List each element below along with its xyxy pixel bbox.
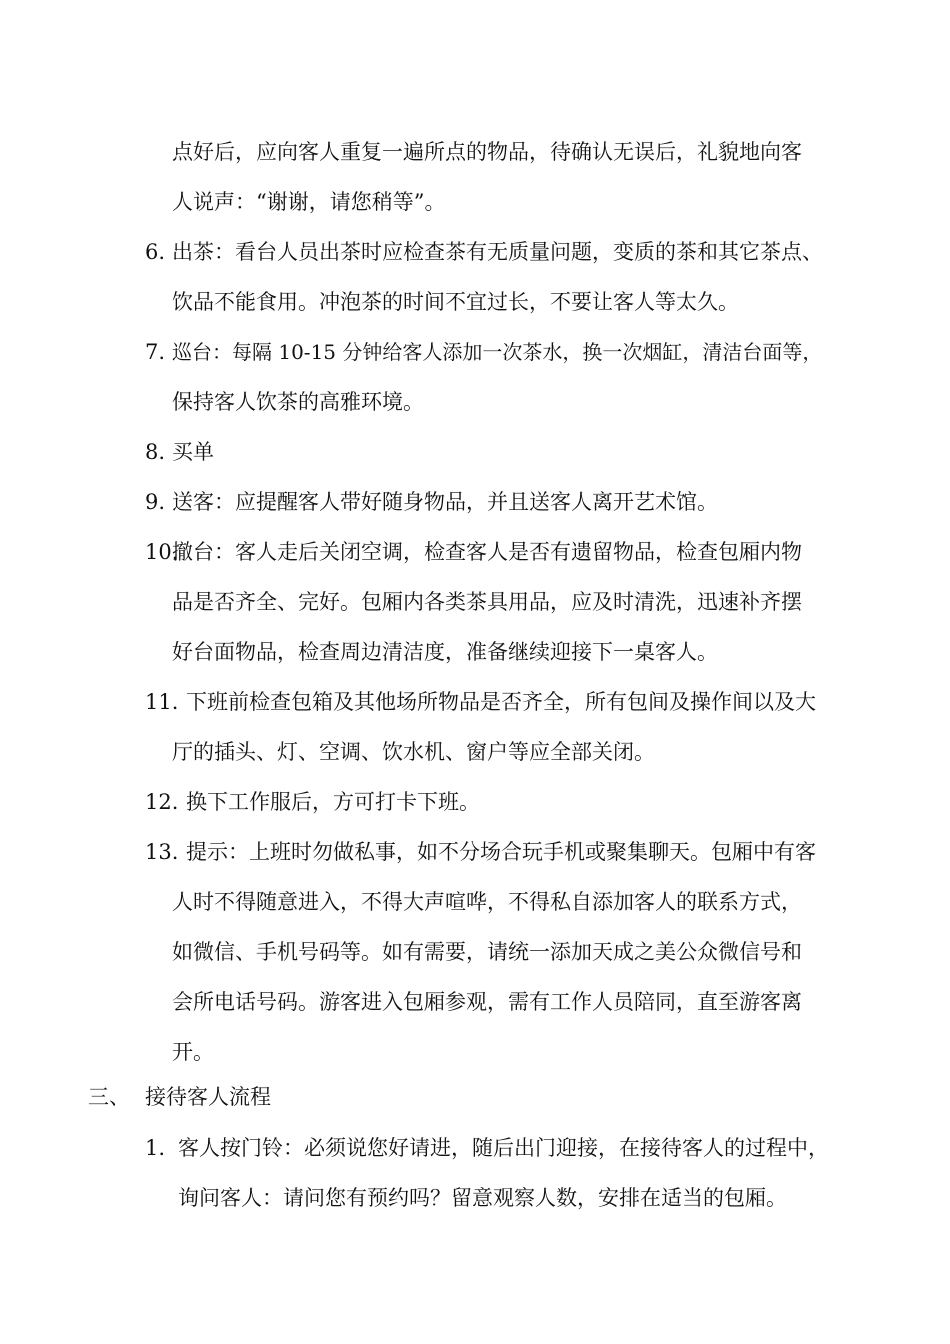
text-line: 送客：应提醒客人带好随身物品，并且送客人离开艺术馆。 [172,490,718,514]
text-line: 撤台：客人走后关闭空调，检查客人是否有遗留物品，检查包厢内物 [172,540,802,564]
item-number: 1. [145,1136,166,1160]
item-number: 8. [145,440,166,464]
item-number: 11. [145,690,179,714]
text-line: 人时不得随意进入，不得大声喧哗，不得私自添加客人的联系方式， [172,890,802,914]
item-number: 10. [145,540,179,564]
text-line: 巡台：每隔 10-15 分钟给客人添加一次茶水，换一次烟缸，清洁台面等， [172,340,823,364]
text-line: 换下工作服后，方可打卡下班。 [186,790,480,814]
text-line: 提示：上班时勿做私事，如不分场合玩手机或聚集聊天。包厢中有客 [186,840,816,864]
text-line: 人说声：“谢谢，请您稍等”。 [172,190,446,214]
text-line: 询问客人：请问您有预约吗？留意观察人数，安排在适当的包厢。 [178,1186,787,1210]
text-line: 饮品不能食用。冲泡茶的时间不宜过长，不要让客人等太久。 [172,290,739,314]
text-line: 出茶：看台人员出茶时应检查茶有无质量问题，变质的茶和其它茶点、 [172,240,823,264]
text-line: 开。 [172,1040,214,1064]
text-line: 会所电话号码。游客进入包厢参观，需有工作人员陪同，直至游客离 [172,990,802,1014]
text-line: 厅的插头、灯、空调、饮水机、窗户等应全部关闭。 [172,740,655,764]
item-number: 13. [145,840,179,864]
item-number: 12. [145,790,179,814]
text-line: 好台面物品，检查周边清洁度，准备继续迎接下一桌客人。 [172,640,718,664]
text-line: 客人按门铃：必须说您好请进，随后出门迎接，在接待客人的过程中， [178,1136,829,1160]
item-number: 9. [145,490,166,514]
text-line: 下班前检查包箱及其他场所物品是否齐全，所有包间及操作间以及大 [186,690,816,714]
text-line: 品是否齐全、完好。包厢内各类茶具用品，应及时清洗，迅速补齐摆 [172,590,802,614]
section-number: 三、 [88,1085,130,1109]
text-line: 保持客人饮茶的高雅环境。 [172,390,424,414]
item-number: 7. [145,340,166,364]
section-heading: 接待客人流程 [145,1085,271,1109]
text-line: 如微信、手机号码等。如有需要，请统一添加天成之美公众微信号和 [172,940,802,964]
item-number: 6. [145,240,166,264]
text-line: 点好后，应向客人重复一遍所点的物品，待确认无误后，礼貌地向客 [172,140,802,164]
text-line: 买单 [172,440,214,464]
